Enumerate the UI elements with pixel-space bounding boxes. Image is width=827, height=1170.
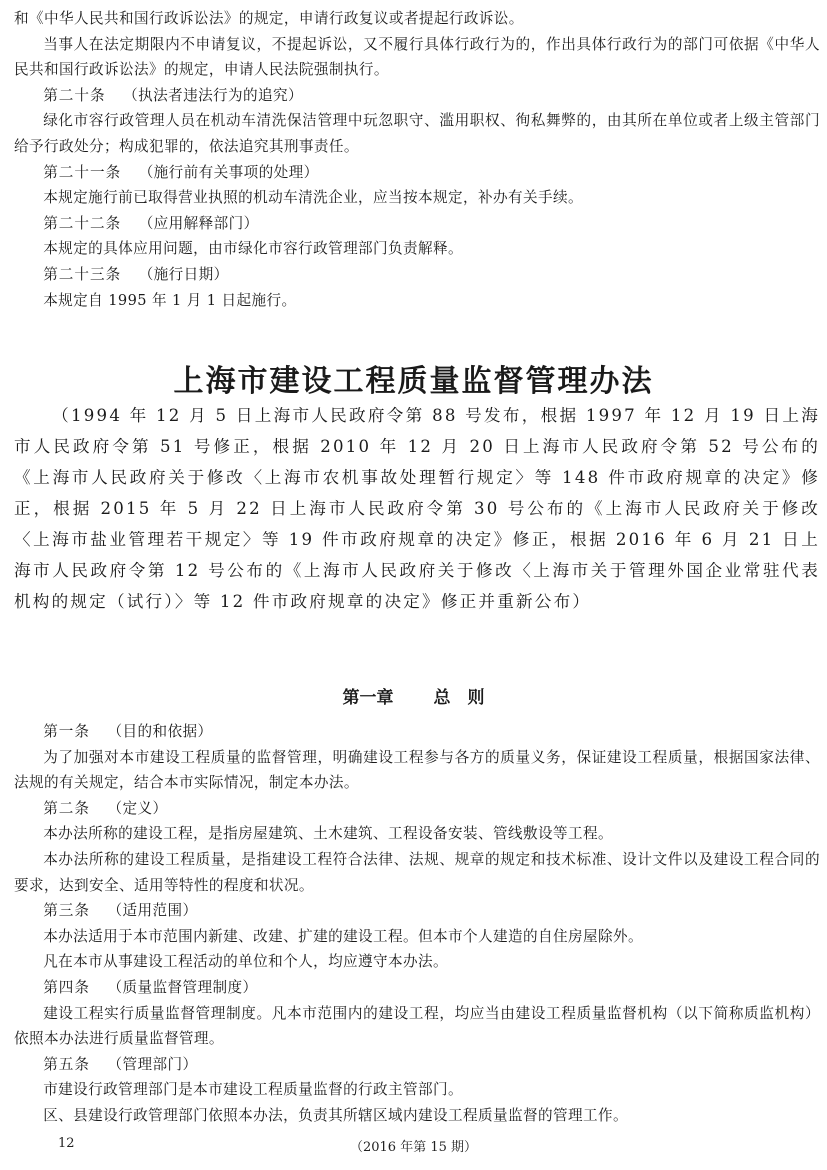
article-number: 第四条	[43, 978, 90, 996]
page-number: 12	[58, 1136, 75, 1151]
paragraph: 本办法所称的建设工程，是指房屋建筑、土木建筑、工程设备安装、管线敷设等工程。	[43, 825, 613, 843]
paragraph: 建设工程实行质量监督管理制度。凡本市范围内的建设工程，均应当由建设工程质量监督机构（以下简称质监机构）依照本办法进行质量监督管理。	[14, 1004, 820, 1048]
chapter-title: 总 则	[433, 688, 485, 708]
chapter-heading	[0, 683, 827, 708]
article-title: （施行日期）	[138, 265, 229, 283]
paragraph: 当事人在法定期限内不申请复议，不提起诉讼，又不履行具体行政行为的，作出具体行政行为的部门可依据《中华人民共和国行政诉讼法》的规定，申请人民法院强制执行。	[14, 35, 820, 79]
article-heading	[14, 211, 820, 237]
paragraph: 绿化市容行政管理人员在机动车清洗保洁管理中玩忽职守、滥用职权、徇私舞弊的，由其所在单位或者上级主管部门给予行政处分；构成犯罪的，依法追究其刑事责任。	[14, 112, 820, 155]
document-title: 上海市建设工程质量监督管理办法	[173, 364, 654, 399]
article-heading	[14, 898, 820, 924]
paragraph: 本规定的具体应用问题，由市绿化市容行政管理部门负责解释。	[43, 240, 464, 258]
issue-label: （2016 年第 15 期）	[349, 1140, 478, 1155]
paragraph: 区、县建设行政管理部门依照本办法，负责其所辖区域内建设工程质量监督的管理工作。	[43, 1106, 628, 1124]
paragraph-continuation: 和《中华人民共和国行政诉讼法》的规定，申请行政复议或者提起行政诉讼。	[14, 10, 524, 27]
article-title: （适用范围）	[107, 902, 198, 920]
article-heading	[14, 262, 820, 288]
paragraph: 为了加强对本市建设工程质量的监督管理，明确建设工程参与各方的质量义务，保证建设工程质量，根据国家法律、法规的有关规定，结合本市实际情况，制定本办法。	[14, 748, 820, 792]
article-title: （定义）	[107, 799, 168, 817]
article-title: （施行前有关事项的处理）	[138, 163, 319, 181]
previous-regulation-text	[14, 6, 820, 313]
article-number: 第五条	[43, 1055, 90, 1073]
article-number: 第一条	[43, 723, 90, 740]
article-title: （目的和依据）	[107, 723, 213, 740]
article-number: 第三条	[43, 902, 90, 920]
article-heading	[14, 719, 820, 745]
article-number: 第二十条	[43, 86, 106, 104]
article-number: 第二条	[43, 799, 90, 817]
article-heading	[14, 796, 820, 822]
paragraph: 本办法适用于本市范围内新建、改建、扩建的建设工程。但本市个人建造的自住房屋除外。	[43, 927, 643, 945]
article-heading	[14, 160, 820, 186]
article-heading	[14, 975, 820, 1001]
paragraph: 本规定自 1995 年 1 月 1 日起施行。	[43, 291, 297, 309]
article-number: 第二十二条	[43, 214, 122, 232]
paragraph: 市建设行政管理部门是本市建设工程质量监督的行政主管部门。	[43, 1081, 464, 1099]
article-number: 第二十三条	[43, 265, 122, 283]
article-title: （管理部门）	[107, 1055, 198, 1073]
article-title: （应用解释部门）	[138, 214, 259, 232]
chapter-one-text	[14, 719, 820, 1129]
article-number: 第二十一条	[43, 163, 122, 181]
article-title: （执法者违法行为的追究）	[123, 86, 304, 104]
paragraph: 本办法所称的建设工程质量，是指建设工程符合法律、法规、规章的规定和技术标准、设计文件以及建设工程合同的要求，达到安全、适用等特性的程度和状况。	[14, 850, 820, 894]
paragraph: 凡在本市从事建设工程活动的单位和个人，均应遵守本办法。	[43, 953, 449, 971]
paragraph: 本规定施行前已取得营业执照的机动车清洗企业，应当按本规定，补办有关手续。	[43, 189, 583, 207]
document-issuance-note: （1994 年 12 月 5 日上海市人民政府令第 88 号发布，根据 1997 年 12 月 19 日上海市人民政府令第 51 号修正，根据 2010 年 12 月 20 日上海市人民政府令第 52 号公布的《上海市人民政府关于修改〈上海市农机事故处理暂行规定〉等 148 件市政府规章的决定》修正，根据 2015 年 5 月 22 日上海市人民政府令第 30 号公布的《上海市人民政府关于修改〈上海市盐业管理若干规定〉等 19 件市政府规章的决定》修正，根据 2016 年 6 月 21 日上海市人民政府令第 12 号公布的《上海市人民政府关于修改〈上海市关于管理外国企业常驻代表机构的规定（试行）〉等 12 件市政府规章的决定》修正并重新公布）	[14, 406, 820, 611]
article-heading	[14, 1052, 820, 1078]
chapter-number: 第一章	[342, 688, 394, 708]
article-heading	[14, 83, 820, 109]
article-title: （质量监督管理制度）	[107, 978, 258, 996]
